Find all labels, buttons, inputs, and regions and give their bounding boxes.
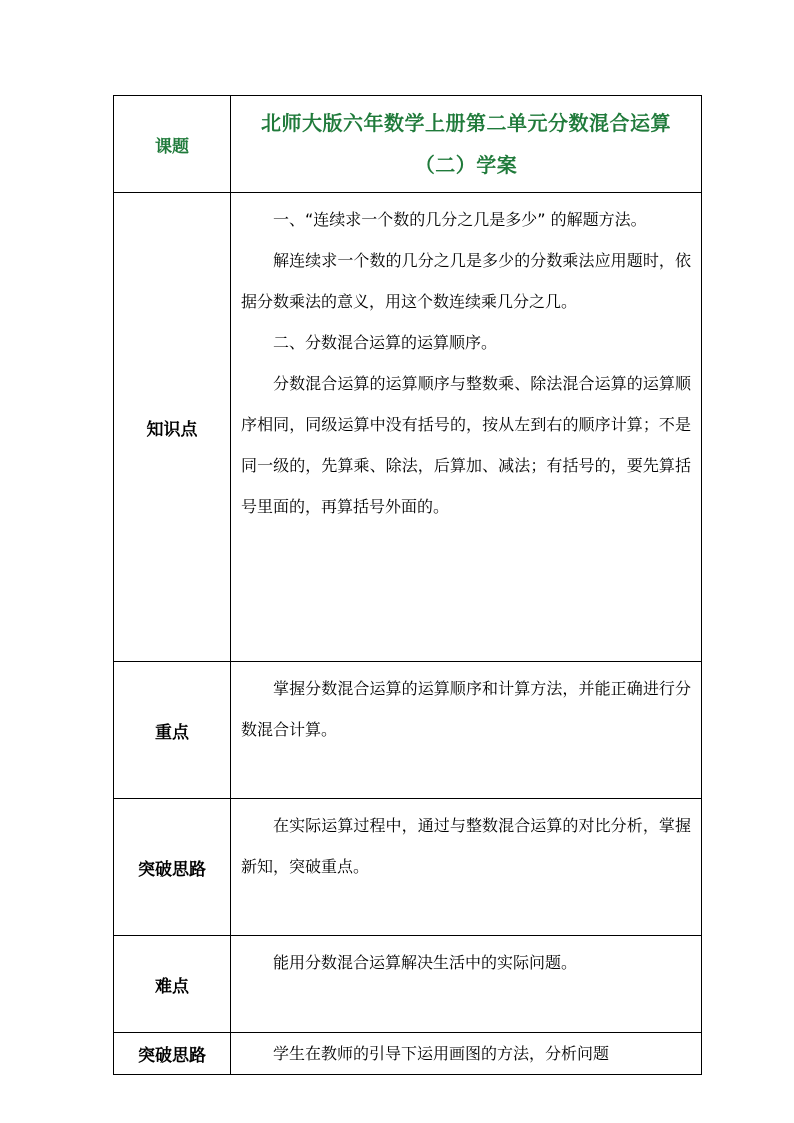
knowledge-paragraph-2: 解连续求一个数的几分之几是多少的分数乘法应用题时，依据分数乘法的意义，用这个数连续乘几分之几。 — [241, 251, 691, 311]
knowledge-paragraph-4: 分数混合运算的运算顺序与整数乘、除法混合运算的运算顺序相同，同级运算中没有括号的，按从左到右的顺序计算；不是同一级的，先算乘、除法，后算加、减法；有括号的，要先算括号里面的，再算括号外面的。 — [241, 374, 691, 516]
row-content-breakthrough-2 — [231, 1033, 702, 1075]
lesson-plan-table — [113, 95, 702, 1075]
row-label-difficulty: 难点 — [114, 936, 231, 1033]
difficulty-paragraph: 能用分数混合运算解决生活中的实际问题。 — [273, 953, 578, 972]
table-row-knowledge — [114, 193, 702, 662]
row-label-knowledge: 知识点 — [114, 193, 231, 662]
table-row-difficulty — [114, 936, 702, 1033]
row-label-key-point: 重点 — [114, 662, 231, 799]
row-content-key-point — [231, 662, 702, 799]
lesson-title: 北师大版六年数学上册第二单元分数混合运算（二）学案 — [261, 111, 671, 177]
row-label-topic: 课题 — [114, 96, 231, 193]
row-content-difficulty — [231, 936, 702, 1033]
knowledge-paragraph-1: 一、“连续求一个数的几分之几是多少” 的解题方法。 — [273, 210, 647, 229]
table-row-breakthrough-2 — [114, 1033, 702, 1075]
row-content-knowledge — [231, 193, 702, 662]
table-row-title — [114, 96, 702, 193]
knowledge-paragraph-3: 二、分数混合运算的运算顺序。 — [273, 333, 498, 352]
breakthrough-2-paragraph: 学生在教师的引导下运用画图的方法，分析问题 — [273, 1044, 610, 1063]
row-label-breakthrough-1: 突破思路 — [114, 799, 231, 936]
row-content-topic — [231, 96, 702, 193]
table-row-key-point — [114, 662, 702, 799]
row-label-breakthrough-2: 突破思路 — [114, 1033, 231, 1075]
key-point-paragraph: 掌握分数混合运算的运算顺序和计算方法，并能正确进行分数混合计算。 — [241, 679, 691, 739]
row-content-breakthrough-1 — [231, 799, 702, 936]
breakthrough-1-paragraph: 在实际运算过程中，通过与整数混合运算的对比分析，掌握新知，突破重点。 — [241, 816, 691, 876]
table-row-breakthrough-1 — [114, 799, 702, 936]
